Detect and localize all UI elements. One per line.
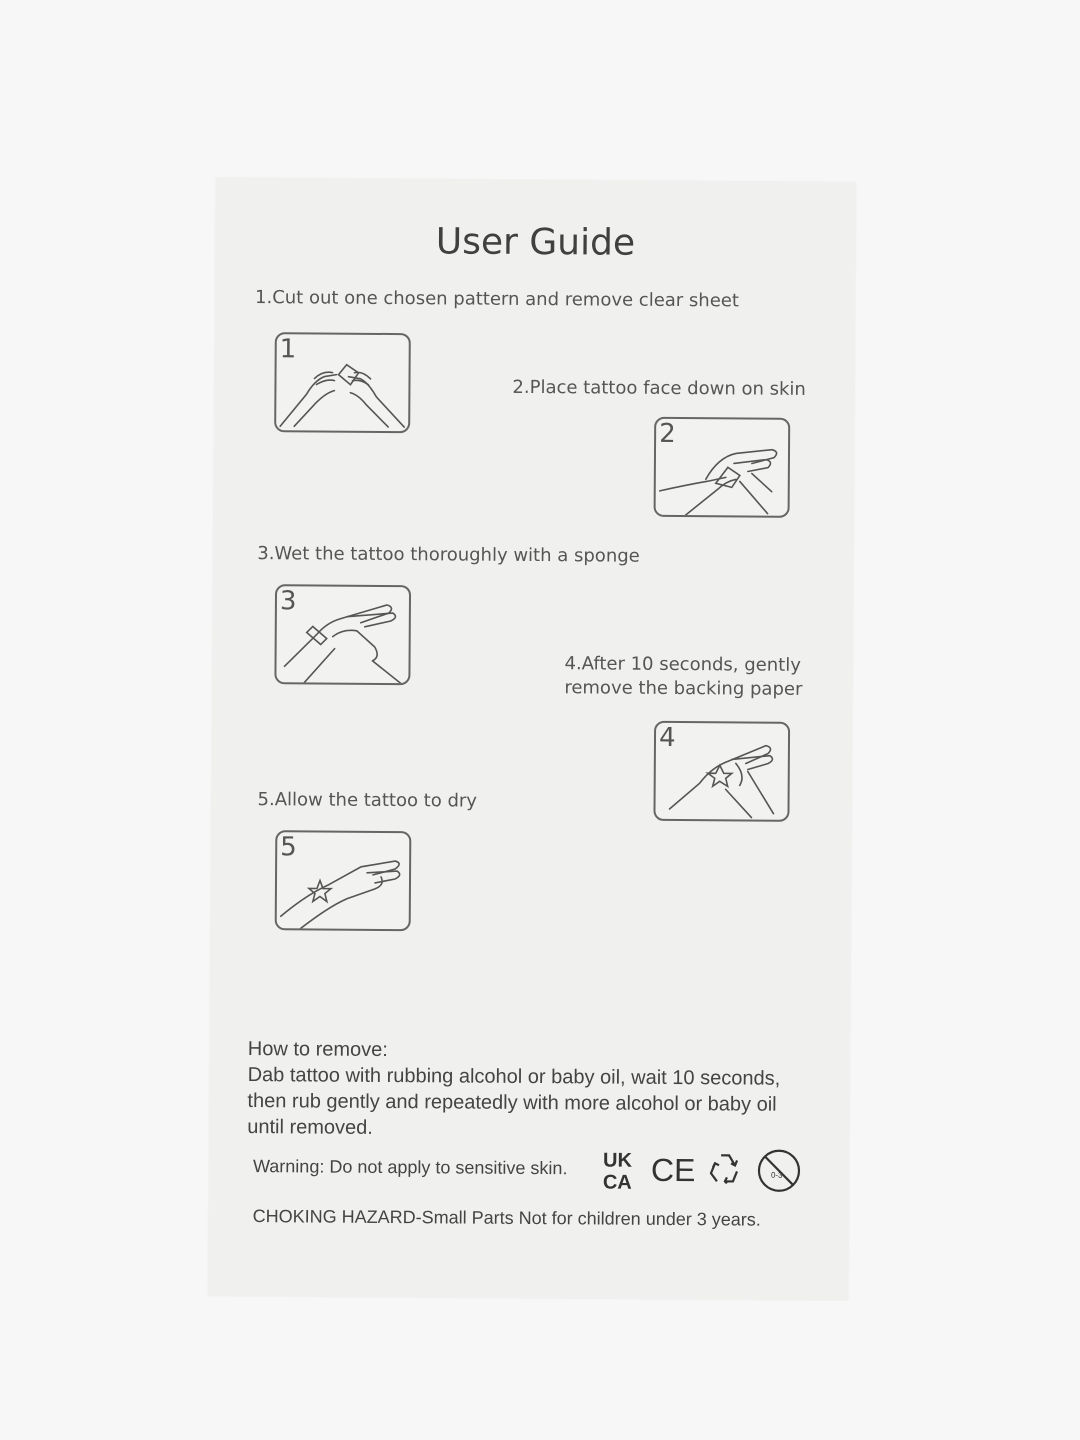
removal-line-3: until removed. [247, 1116, 373, 1139]
step-1-illustration [274, 332, 411, 433]
ukca-mark-top: UK [602, 1149, 633, 1172]
step-5-number: 5 [280, 832, 297, 863]
compliance-marks [601, 1146, 811, 1193]
removal-heading: How to remove: [247, 1038, 388, 1062]
user-guide-card [208, 178, 856, 1300]
step-3-number: 3 [279, 586, 297, 617]
step-4-text-line1: 4.After 10 seconds, gently [564, 653, 801, 676]
sponge-wetting-icon [276, 586, 409, 683]
step-1-number: 1 [279, 334, 297, 365]
peeling-backing-icon [655, 723, 788, 820]
step-4-text [564, 652, 802, 702]
step-2-illustration [654, 417, 791, 518]
removal-instructions [247, 1036, 828, 1144]
step-2-number: 2 [659, 418, 676, 449]
ce-mark: CE [650, 1151, 696, 1189]
age-mark: 0-3 [770, 1170, 783, 1180]
step-3-illustration [274, 584, 411, 685]
step-4-text-line2: remove the backing paper [564, 677, 803, 700]
placing-tattoo-hands-icon [656, 419, 789, 516]
removal-line-2: then rub gently and repeatedly with more alcohol or baby oil [247, 1090, 777, 1116]
step-3-text: 3.Wet the tattoo thoroughly with a sponge [257, 543, 640, 567]
step-4-illustration [653, 721, 790, 822]
step-4-number: 4 [658, 722, 676, 754]
removal-line-1: Dab tattoo with rubbing alcohol or baby oil, wait 10 seconds, [247, 1064, 781, 1090]
drying-hand-icon [277, 832, 410, 929]
ukca-mark-bottom: CA [602, 1171, 632, 1194]
cutting-hands-icon [276, 334, 409, 431]
step-5-illustration [275, 830, 412, 931]
step-5-text: 5.Allow the tattoo to dry [257, 789, 478, 812]
guide-title: User Guide [435, 221, 636, 264]
recycle-icon [711, 1155, 737, 1183]
choking-hazard-text: CHOKING HAZARD-Small Parts Not for children under 3 years. [252, 1206, 761, 1230]
step-1-text: 1.Cut out one chosen pattern and remove clear sheet [255, 287, 740, 312]
age-restriction-icon [759, 1151, 799, 1191]
step-2-text: 2.Place tattoo face down on skin [512, 376, 806, 400]
warning-text: Warning: Do not apply to sensitive skin. [252, 1156, 568, 1179]
